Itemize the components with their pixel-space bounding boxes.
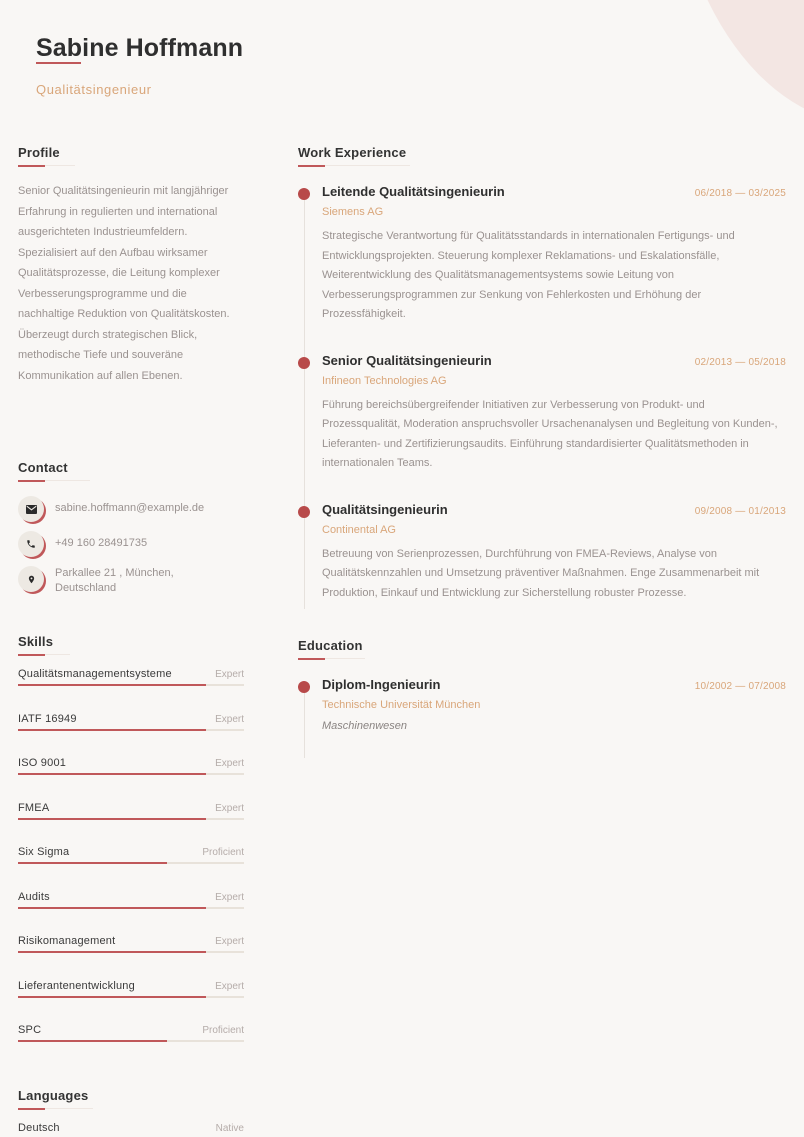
skill-progress-fill [18, 1040, 167, 1042]
skill-name: ISO 9001 [18, 757, 67, 769]
section-heading: Languages [18, 1088, 89, 1103]
section-rule [298, 658, 786, 660]
work-item [298, 346, 786, 474]
skill-progress-fill [18, 907, 206, 909]
skill-name: Six Sigma [18, 846, 70, 858]
skill-level: Expert [215, 758, 244, 769]
job-company: Infineon Technologies AG [322, 374, 447, 387]
profile-section [18, 145, 244, 386]
skill-level: Proficient [202, 1025, 244, 1036]
resume-header [36, 34, 244, 97]
timeline-dot-icon [298, 506, 310, 518]
contact-email-text: sabine.hoffmann@example.de [55, 502, 205, 514]
work-item [298, 177, 786, 325]
contact-address-text: Parkallee 21 , München, Deutschland [55, 567, 174, 594]
contact-phone-text: +49 160 28491735 [55, 537, 148, 549]
languages-section [18, 1088, 244, 1134]
section-heading: Skills [18, 634, 54, 649]
education-dates: 10/2002 — 07/2008 [694, 681, 786, 692]
language-item [18, 1122, 244, 1134]
job-company: Siemens AG [322, 206, 384, 218]
name-underline [36, 62, 81, 64]
job-dates: 09/2008 — 01/2013 [694, 505, 786, 517]
section-heading: Work Experience [298, 145, 407, 160]
skill-level: Proficient [202, 847, 244, 858]
section-rule [18, 165, 244, 167]
education-timeline [298, 670, 786, 732]
skill-progress-bar [18, 996, 244, 998]
education-section [298, 638, 786, 732]
education-item [298, 670, 786, 732]
work-timeline [298, 177, 786, 603]
skill-name: SPC [18, 1024, 42, 1036]
skill-progress-fill [18, 951, 206, 953]
skill-name: Lieferantenentwicklung [18, 979, 135, 992]
skill-progress-fill [18, 773, 206, 775]
work-item [298, 495, 786, 604]
left-column [18, 145, 244, 1134]
job-dates: 02/2013 — 05/2018 [694, 356, 786, 368]
skill-item [18, 757, 244, 802]
field-of-study: Maschinenwesen [322, 720, 407, 732]
job-dates: 06/2018 — 03/2025 [694, 188, 786, 199]
section-heading: Profile [18, 145, 60, 160]
skill-progress-bar [18, 773, 244, 775]
email-icon [18, 496, 44, 522]
skill-level: Expert [215, 802, 244, 814]
skill-name: IATF 16949 [18, 712, 77, 725]
skill-progress-bar [18, 818, 244, 820]
skill-level: Expert [215, 980, 244, 992]
timeline-dot-icon [298, 188, 310, 200]
decorative-corner-shape [669, 0, 804, 125]
skill-progress-bar [18, 729, 244, 731]
language-name: Deutsch [18, 1122, 60, 1134]
timeline-dot-icon [298, 681, 310, 693]
section-rule [298, 165, 786, 167]
skill-progress-bar [18, 862, 244, 864]
skill-item [18, 713, 244, 758]
contact-phone[interactable] [18, 531, 244, 557]
skills-section [18, 634, 244, 1069]
work-experience-section [298, 145, 786, 603]
section-rule [18, 654, 244, 656]
skill-item [18, 1024, 244, 1069]
skill-name: Qualitätsmanagementsysteme [18, 668, 172, 680]
skill-level: Expert [215, 669, 244, 680]
language-level: Native [215, 1123, 244, 1134]
skill-progress-bar [18, 907, 244, 909]
skill-item [18, 846, 244, 891]
skill-progress-bar [18, 1040, 244, 1042]
skill-progress-fill [18, 862, 167, 864]
timeline-dot-icon [298, 357, 310, 369]
skill-name: Audits [18, 890, 50, 903]
job-role: Senior Qualitätsingenieurin [322, 352, 492, 368]
job-company: Continental AG [322, 523, 396, 536]
skill-name: FMEA [18, 801, 50, 814]
skill-item [18, 891, 244, 936]
candidate-name: Sabine Hoffmann [36, 34, 244, 62]
profile-text: Senior Qualitätsingenieurin mit langjähriger Erfahrung in regulierten und international ausgerichteten Industrieumfeldern. Spezialisiert auf den Aufbau wirksamer Qualitätsprozesse, die Leitung komplexer Verbesserungsprogramme und die nachhaltige Reduktion von Qualitätskosten. Überzeugt durch strategischen Blick, methodische Tiefe und souveräne Kommunikation auf allen Ebenen. [18, 185, 230, 382]
contact-address [18, 566, 244, 596]
skill-level: Expert [215, 891, 244, 903]
skill-item [18, 935, 244, 980]
skill-progress-fill [18, 729, 206, 731]
section-heading: Contact [18, 460, 68, 475]
skill-progress-fill [18, 996, 206, 998]
skill-level: Expert [215, 713, 244, 725]
section-rule [18, 1108, 244, 1110]
skill-item [18, 980, 244, 1025]
school: Technische Universität München [322, 699, 481, 711]
section-rule [18, 480, 244, 482]
right-column [298, 145, 786, 732]
skill-progress-fill [18, 684, 206, 686]
job-description: Führung bereichsübergreifender Initiativen zur Verbesserung von Produkt- und Prozessqualität, Moderation anspruchsvoller Ursachenanalysen und Begleitung von Kunden-, Lieferanten- und Zertifizierungsaudits. Einführung standardisierter Qualitätsmethoden in internationalen Teams. [322, 398, 778, 469]
job-role: Leitende Qualitätsingenieurin [322, 184, 505, 199]
job-role: Qualitätsingenieurin [322, 501, 448, 517]
skill-level: Expert [215, 936, 244, 947]
phone-icon [18, 531, 44, 557]
job-description: Strategische Verantwortung für Qualitätsstandards in internationalen Fertigungs- und Entwicklungsprojekten. Steuerung komplexer Reklamations- und Eskalationsfälle, Weiterentwicklung des Qualitätsmanagementsystems sowie Leitung von Verbesserungsprogrammen zur Senkung von Fehlerkosten und Erhöhung der Prozessfähigkeit. [322, 230, 735, 320]
contact-section [18, 460, 244, 605]
section-heading: Education [298, 638, 363, 653]
skill-progress-bar [18, 951, 244, 953]
contact-email[interactable] [18, 496, 244, 522]
candidate-title: Qualitätsingenieur [36, 82, 152, 97]
skill-name: Risikomanagement [18, 935, 116, 947]
skill-item [18, 802, 244, 847]
skill-progress-bar [18, 684, 244, 686]
degree: Diplom-Ingenieurin [322, 677, 441, 692]
location-pin-icon [18, 566, 44, 592]
skill-item [18, 668, 244, 713]
skill-progress-fill [18, 818, 206, 820]
job-description: Betreuung von Serienprozessen, Durchführung von FMEA-Reviews, Analyse von Qualitätskennzahlen und Umsetzung präventiver Maßnahmen. Enge Zusammenarbeit mit Produktion, Einkauf und Entwicklung zur Sicherstellung robuster Prozesse. [322, 547, 760, 599]
